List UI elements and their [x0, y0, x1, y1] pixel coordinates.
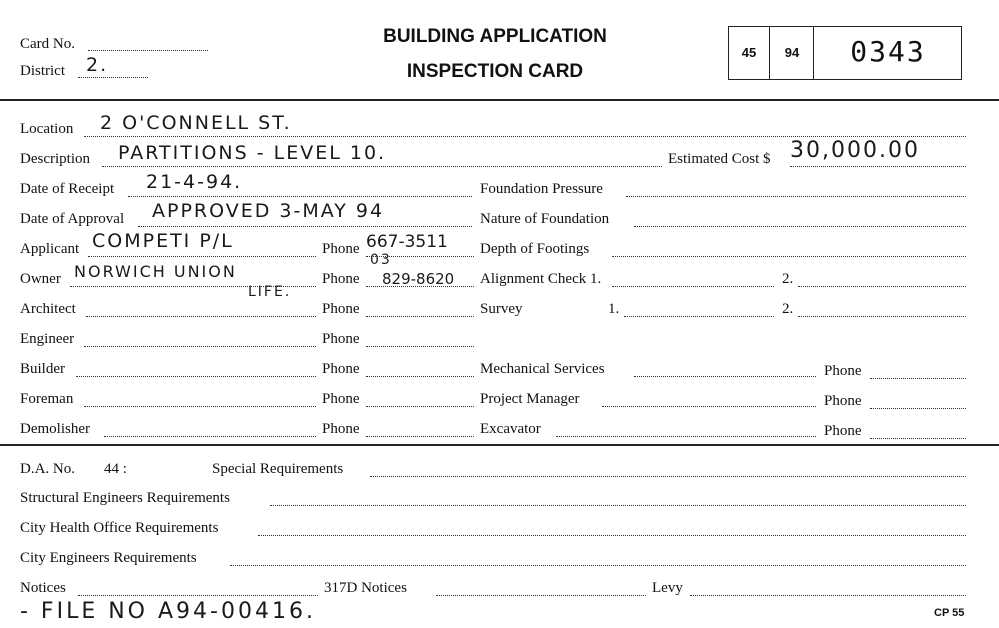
structural-engineers-label: Structural Engineers Requirements [20, 490, 230, 506]
mechanical-phone-line [870, 378, 966, 379]
date-of-approval-value: APPROVED 3-MAY 94 [152, 200, 385, 222]
form-code: CP 55 [934, 607, 965, 619]
alignment-check-2-line [798, 286, 966, 287]
engineer-line [84, 346, 316, 347]
depth-of-footings-line [612, 256, 966, 257]
engineer-phone-label: Phone [322, 331, 360, 347]
builder-phone-label: Phone [322, 361, 360, 377]
owner-phone-prefix: 03 [370, 252, 392, 268]
city-engineers-label: City Engineers Requirements [20, 550, 197, 566]
mechanical-services-label: Mechanical Services [480, 361, 605, 377]
builder-phone-line [366, 376, 474, 377]
demolisher-line [104, 436, 316, 437]
foreman-phone-label: Phone [322, 391, 360, 407]
excavator-phone-label: Phone [824, 423, 862, 439]
district-value: 2. [86, 54, 109, 76]
architect-phone-line [366, 316, 474, 317]
foreman-label: Foreman [20, 391, 74, 407]
alignment-check-1-line [612, 286, 774, 287]
owner-phone-value: 829-8620 [382, 270, 455, 288]
depth-of-footings-label: Depth of Footings [480, 241, 590, 257]
architect-label: Architect [20, 301, 76, 317]
district-label: District [20, 63, 65, 79]
demolisher-label: Demolisher [20, 421, 90, 437]
estimated-cost-label: Estimated Cost $ [668, 151, 771, 167]
notices-label: Notices [20, 580, 66, 596]
location-value: 2 O'CONNELL ST. [100, 112, 292, 134]
header-divider [0, 99, 999, 101]
demolisher-phone-line [366, 436, 474, 437]
project-manager-phone-label: Phone [824, 393, 862, 409]
excavator-line [556, 436, 816, 437]
engineer-phone-line [366, 346, 474, 347]
applicant-phone-value: 667-3511 [366, 232, 448, 252]
foreman-phone-line [366, 406, 474, 407]
district-line [78, 77, 148, 78]
estimated-cost-line [790, 166, 966, 167]
notices-line [78, 595, 318, 596]
applicant-line [88, 256, 316, 257]
architect-phone-label: Phone [322, 301, 360, 317]
notices-317d-label: 317D Notices [324, 580, 407, 596]
date-of-receipt-label: Date of Receipt [20, 181, 115, 197]
card-number-box [728, 26, 962, 80]
box-code-2: 94 [784, 45, 800, 60]
form-title-line2: INSPECTION CARD [406, 61, 584, 82]
survey-1-line [624, 316, 774, 317]
survey-2-label: 2. [782, 301, 794, 317]
excavator-phone-line [870, 438, 966, 439]
structural-engineers-line [270, 505, 966, 506]
description-line [102, 166, 662, 167]
foundation-pressure-label: Foundation Pressure [480, 181, 603, 197]
excavator-label: Excavator [480, 421, 541, 437]
nature-of-foundation-line [634, 226, 966, 227]
description-value: PARTITIONS - LEVEL 10. [118, 142, 387, 164]
alignment-check-label: Alignment Check 1. [480, 271, 602, 287]
levy-label: Levy [652, 580, 683, 596]
demolisher-phone-label: Phone [322, 421, 360, 437]
date-of-receipt-value: 21-4-94. [146, 171, 243, 193]
builder-line [76, 376, 316, 377]
levy-line [690, 595, 966, 596]
notices-317d-line [436, 595, 646, 596]
foundation-pressure-line [626, 196, 966, 197]
date-of-receipt-line [128, 196, 472, 197]
applicant-value: COMPETI P/L [92, 230, 234, 252]
file-note: - FILE NO A94-00416. [20, 599, 316, 624]
special-requirements-label: Special Requirements [212, 461, 344, 477]
alignment-check-2-label: 2. [782, 271, 794, 287]
engineer-label: Engineer [20, 331, 75, 347]
applicant-label: Applicant [20, 241, 80, 257]
special-requirements-line [370, 476, 966, 477]
survey-1-label: 1. [608, 301, 620, 317]
owner-phone-label: Phone [322, 271, 360, 287]
applicant-phone-label: Phone [322, 241, 360, 257]
owner-value-line1: NORWICH UNION [74, 262, 237, 281]
location-line [84, 136, 966, 137]
city-engineers-line [230, 565, 966, 566]
city-health-label: City Health Office Requirements [20, 520, 219, 536]
card-number: 0343 [850, 35, 926, 68]
project-manager-label: Project Manager [480, 391, 580, 407]
survey-label: Survey [480, 301, 523, 317]
da-no-label: D.A. No. [20, 461, 75, 477]
nature-of-foundation-label: Nature of Foundation [480, 211, 610, 227]
mechanical-services-line [634, 376, 816, 377]
mechanical-phone-label: Phone [824, 363, 862, 379]
card-no-label: Card No. [20, 36, 75, 52]
project-manager-phone-line [870, 408, 966, 409]
architect-line [86, 316, 316, 317]
location-label: Location [20, 121, 74, 137]
project-manager-line [602, 406, 816, 407]
owner-value-line2: LIFE. [248, 284, 292, 300]
card-no-line [88, 50, 208, 51]
form-title-line1: BUILDING APPLICATION [383, 26, 607, 47]
description-label: Description [20, 151, 90, 167]
city-health-line [258, 535, 966, 536]
requirements-divider [0, 444, 999, 446]
survey-2-line [798, 316, 966, 317]
builder-label: Builder [20, 361, 65, 377]
date-of-approval-line [138, 226, 472, 227]
date-of-approval-label: Date of Approval [20, 211, 125, 227]
estimated-cost-value: 30,000.00 [790, 138, 920, 163]
foreman-line [84, 406, 316, 407]
box-code-1: 45 [741, 45, 757, 60]
owner-label: Owner [20, 271, 61, 287]
da-no-value: 44 : [104, 461, 127, 477]
